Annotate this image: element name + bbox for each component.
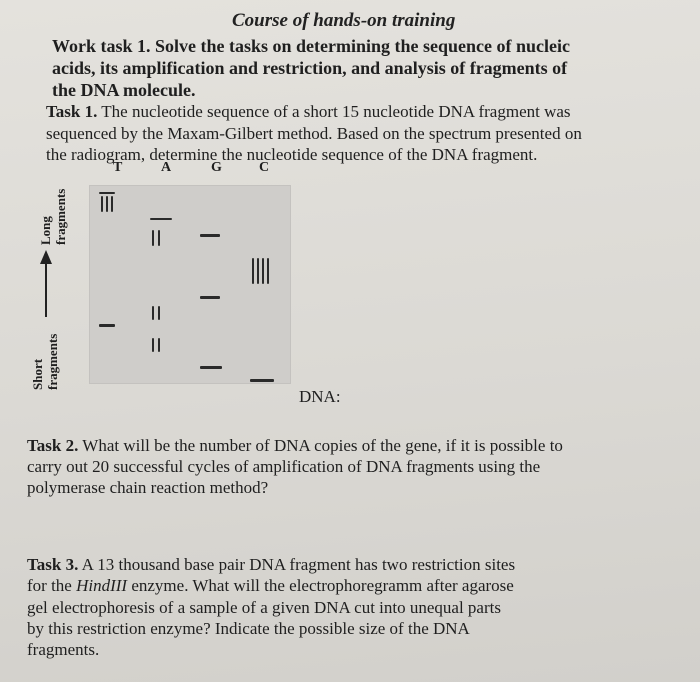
gel-band [158, 306, 160, 320]
gel-band [99, 192, 115, 194]
work-task-line: the DNA molecule. [52, 80, 196, 100]
gel-band [152, 306, 154, 320]
arrow-shaft [45, 262, 47, 317]
task3-line [27, 555, 515, 575]
side-long-word: fragments [53, 188, 68, 245]
task2-line: carry out 20 successful cycles of amplification of DNA fragments using the [27, 457, 541, 476]
lane-label-t: T [113, 160, 123, 175]
dna-answer-label: DNA: [299, 387, 341, 406]
task1-text: The nucleotide sequence of a short 15 nucleotide DNA fragment was [97, 102, 571, 121]
gel-band [158, 230, 160, 246]
side-short-word: fragments [45, 333, 60, 390]
gel-band [200, 296, 220, 299]
task1-line [46, 102, 571, 122]
task1-label: Task 1. [46, 102, 98, 121]
task2-line [27, 436, 563, 456]
side-short-word: Short [30, 358, 45, 390]
gel-band [106, 196, 108, 212]
task3-line: fragments. [27, 640, 100, 659]
gel-band [200, 366, 222, 369]
gel-band [101, 196, 103, 212]
task3-text: enzyme. What will the electrophoregramm after agarose [127, 576, 514, 595]
task3-text: A 13 thousand base pair DNA fragment has two restriction sites [78, 555, 516, 574]
enzyme-name: HindIII [76, 576, 128, 595]
gel-band [99, 324, 115, 327]
work-task-line: acids, its amplification and restriction, and analysis of fragments of [52, 58, 568, 78]
task2-label: Task 2. [27, 436, 79, 455]
gel-band [200, 234, 220, 237]
task1-line: the radiogram, determine the nucleotide sequence of the DNA fragment. [46, 145, 538, 164]
gel-band [152, 230, 154, 246]
page-title: Course of hands-on training [232, 10, 456, 31]
gel-band [150, 218, 172, 220]
lane-label-c: C [259, 160, 270, 175]
gel-band [262, 258, 264, 284]
task3-line: gel electrophoresis of a sample of a given DNA cut into unequal parts [27, 598, 501, 617]
side-label-long [38, 189, 68, 245]
gel-band [250, 379, 274, 382]
task3-line [27, 576, 514, 596]
gel-band [152, 338, 154, 352]
task3-line: by this restriction enzyme? Indicate the possible size of the DNA [27, 619, 470, 638]
gel-band [257, 258, 259, 284]
task2-line: polymerase chain reaction method? [27, 478, 269, 497]
work-task-line: Work task 1. Solve the tasks on determining the sequence of nucleic [52, 36, 571, 56]
gel-band [252, 258, 254, 284]
lane-label-g: G [211, 160, 222, 175]
lane-label-a: A [161, 160, 172, 175]
gel-band [267, 258, 269, 284]
radiogram-gel [89, 185, 291, 384]
side-long-word: Long [38, 216, 53, 245]
side-label-short [30, 334, 60, 390]
task2-text: What will be the number of DNA copies of the gene, if it is possible to [78, 436, 563, 455]
gel-band [158, 338, 160, 352]
task1-line: sequenced by the Maxam-Gilbert method. Based on the spectrum presented on [46, 124, 582, 143]
task3-label: Task 3. [27, 555, 79, 574]
task3-text: for the [27, 576, 77, 595]
gel-band [111, 196, 113, 212]
